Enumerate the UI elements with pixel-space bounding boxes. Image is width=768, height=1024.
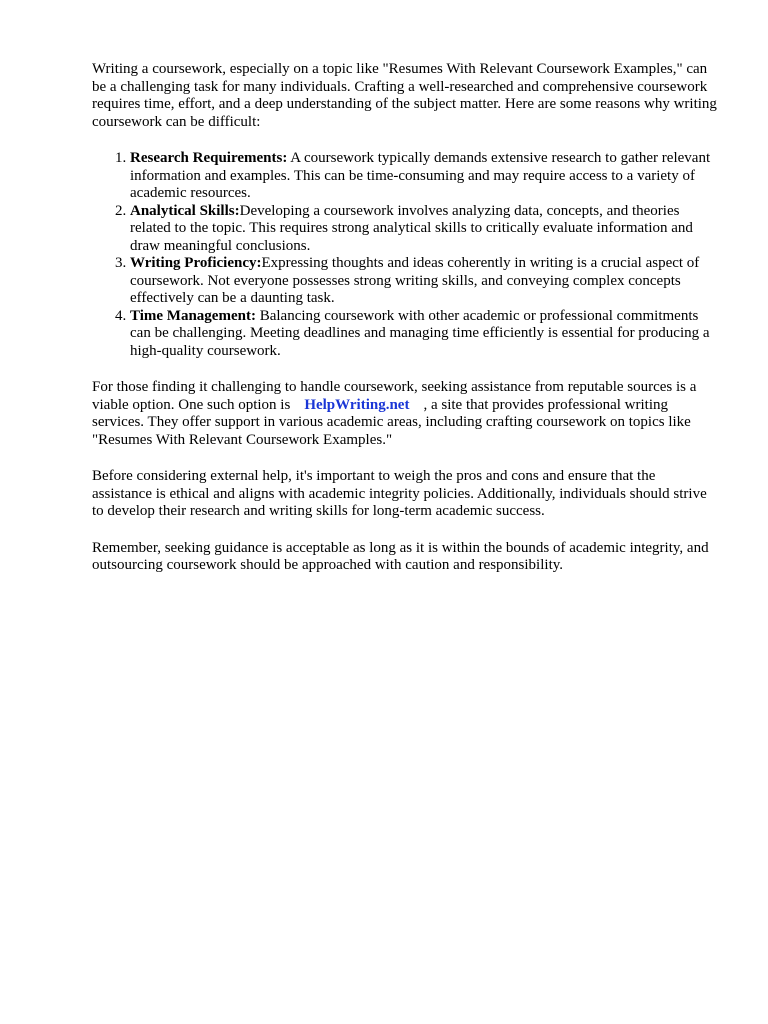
intro-paragraph: Writing a coursework, especially on a topic like "Resumes With Relevant Coursework Examples," can be a challenging task for many individuals. Crafting a well-researched and comprehensive coursework requires time, effort, and a deep understanding of the subject matter. Here are some reasons why writing coursework can be difficult: (92, 61, 717, 130)
assistance-text-after: , a site that provides professional writing services. They offer support in various academic areas, including crafting coursework on topics like "Resumes With Relevant Coursework Examples." (92, 396, 691, 448)
reason-term: Writing Proficiency: (130, 255, 262, 271)
reason-term: Analytical Skills: (130, 202, 240, 219)
reason-term: Research Requirements: (130, 150, 288, 166)
list-item (130, 255, 718, 308)
reason-text: A coursework typically demands extensive research to gather relevant information and examples. This can be time-consuming and may require access to a variety of academic resources. (130, 150, 711, 201)
list-item (130, 203, 718, 256)
reasons-list (92, 150, 718, 360)
list-item (130, 308, 718, 361)
assistance-text-before: For those finding it challenging to handle coursework, seeking assistance from reputable sources is a viable option. One such option is (92, 379, 697, 413)
reason-text: Expressing thoughts and ideas coherently in writing is a crucial aspect of coursework. Not everyone possesses strong writing skills, and conveying complex concepts effectively can be a daunting task. (130, 255, 700, 306)
reason-text: Developing a coursework involves analyzing data, concepts, and theories related to the topic. This requires strong analytical skills to critically evaluate information and draw meaningful conclusions. (130, 202, 693, 254)
reason-term: Time Management: (130, 307, 256, 324)
helpwriting-link[interactable]: HelpWriting.net (304, 396, 410, 413)
reason-text: Balancing coursework with other academic or professional commitments can be challenging. Meeting deadlines and managing time efficiently is essential for producing a high-quality coursework. (130, 307, 710, 359)
list-item (130, 150, 718, 203)
considering-paragraph: Before considering external help, it's important to weigh the pros and cons and ensure that the assistance is ethical and aligns with academic integrity policies. Additionally, individuals should strive to develop their research and writing skills for long-term academic success. (92, 468, 707, 519)
assistance-paragraph (92, 379, 718, 449)
remember-paragraph: Remember, seeking guidance is acceptable as long as it is within the bounds of academic integrity, and outsourcing coursework should be approached with caution and responsibility. (92, 539, 709, 573)
